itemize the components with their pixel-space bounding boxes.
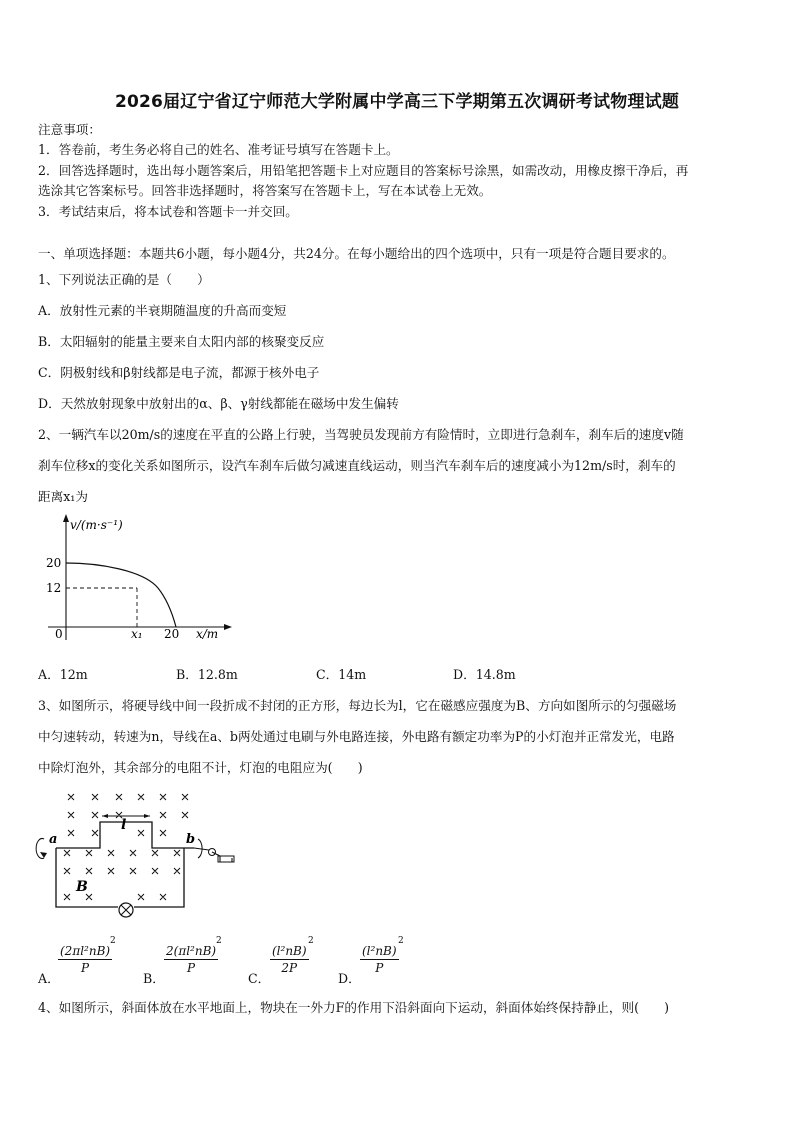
q3-option-b-fraction	[164, 944, 218, 975]
q2-stem-line1: 2、一辆汽车以20m/s的速度在平直的公路上行驶，当驾驶员发现前方有险情时，立即进行急刹车，刹车后的速度v随	[38, 427, 684, 442]
section-heading: 一、单项选择题：本题共6小题，每小题4分，共24分。在每小题给出的四个选项中，只有一项是符合题目要求的。	[38, 246, 675, 261]
q3-option-d-exp: 2	[398, 936, 404, 946]
q3-option-c-den: 2P	[281, 961, 298, 975]
graph-ytick-12: 12	[46, 581, 62, 595]
graph-ylabel: v/(m·s⁻¹)	[70, 518, 123, 532]
q1-option-a: A．放射性元素的半衰期随温度的升高而变短	[38, 303, 287, 318]
q2-vx-graph	[38, 512, 238, 647]
q3-option-a-letter: A．	[38, 971, 60, 986]
notice-heading: 注意事项：	[38, 122, 101, 137]
graph-xlabel: x/m	[196, 627, 219, 641]
q3-option-a-den: P	[81, 961, 90, 975]
label-b: b	[186, 832, 196, 847]
q3-option-a-fraction	[58, 944, 112, 975]
q1-stem: 1、下列说法正确的是（ ）	[38, 272, 210, 287]
q1-option-d: D．天然放射现象中放射出的α、β、γ射线都能在磁场中发生偏转	[38, 396, 399, 411]
graph-ytick-20: 20	[46, 556, 62, 570]
q2-option-c: C．14m	[316, 667, 367, 682]
graph-origin: 0	[55, 627, 63, 641]
q3-option-d-fraction	[360, 944, 399, 975]
graph-xtick-20: 20	[164, 627, 180, 641]
q3-option-c-num: (l²nB)	[272, 944, 307, 958]
label-B: B	[76, 879, 88, 895]
q3-option-b-den: P	[187, 961, 196, 975]
notice-item-2-cont: 选涂其它答案标号。回答非选择题时，将答案写在答题卡上，写在本试卷上无效。	[38, 183, 492, 198]
q2-stem-line2: 刹车位移x的变化关系如图所示，设汽车刹车后做匀减速直线运动，则当汽车刹车后的速度减小为12m/s时，刹车的	[38, 458, 676, 473]
q3-option-c-fraction	[270, 944, 309, 975]
q2-option-d: D．14.8m	[453, 667, 516, 682]
label-a: a	[49, 832, 58, 847]
q3-option-a-num: (2πl²nB)	[60, 944, 111, 958]
notice-item-3: 3．考试结束后，将本试卷和答题卡一并交回。	[38, 204, 298, 219]
q3-option-d-num: (l²nB)	[362, 944, 397, 958]
q3-stem-line2: 中匀速转动，转速为n，导线在a、b两处通过电刷与外电路连接，外电路有额定功率为P的小灯泡并正常发光，电路	[38, 729, 675, 744]
label-l: l	[121, 817, 127, 833]
notice-item-2: 2．回答选择题时，选出每小题答案后，用铅笔把答题卡上对应题目的答案标号涂黑，如需改动，用橡皮擦干净后，再	[38, 163, 689, 178]
q3-stem-line1: 3、如图所示，将硬导线中间一段折成不封闭的正方形，每边长为l，它在磁感应强度为B、方向如图所示的匀强磁场	[38, 698, 677, 713]
q1-option-c: C．阴极射线和β射线都是电子流，都源于核外电子	[38, 365, 320, 380]
q2-option-a: A．12m	[38, 667, 88, 682]
exam-title: 2026届辽宁省辽宁师范大学附属中学高三下学期第五次调研考试物理试题	[114, 92, 680, 112]
q4-stem: 4、如图所示，斜面体放在水平地面上，物块在一外力F的作用下沿斜面向下运动，斜面体始终保持静止，则( )	[38, 1000, 670, 1015]
q3-stem-line3: 中除灯泡外，其余部分的电阻不计，灯泡的电阻应为( )	[38, 760, 363, 775]
notice-item-1: 1．答卷前，考生务必将自己的姓名、准考证号填写在答题卡上。	[38, 142, 399, 157]
q3-option-c-letter: C．	[248, 971, 271, 986]
q2-option-b: B．12.8m	[176, 667, 238, 682]
q3-option-c-exp: 2	[308, 936, 314, 946]
q3-circuit-figure	[34, 786, 244, 921]
graph-xtick-x1: x₁	[131, 627, 143, 641]
q3-option-d-letter: D．	[338, 971, 361, 986]
q3-option-a-exp: 2	[110, 936, 116, 946]
q3-option-b-num: 2(πl²nB)	[166, 944, 217, 958]
q3-option-b-exp: 2	[216, 936, 222, 946]
q2-stem-line3: 距离x₁为	[38, 489, 88, 504]
q3-option-b-letter: B．	[143, 971, 165, 986]
q1-option-b: B．太阳辐射的能量主要来自太阳内部的核聚变反应	[38, 334, 325, 349]
q3-option-d-den: P	[375, 961, 384, 975]
